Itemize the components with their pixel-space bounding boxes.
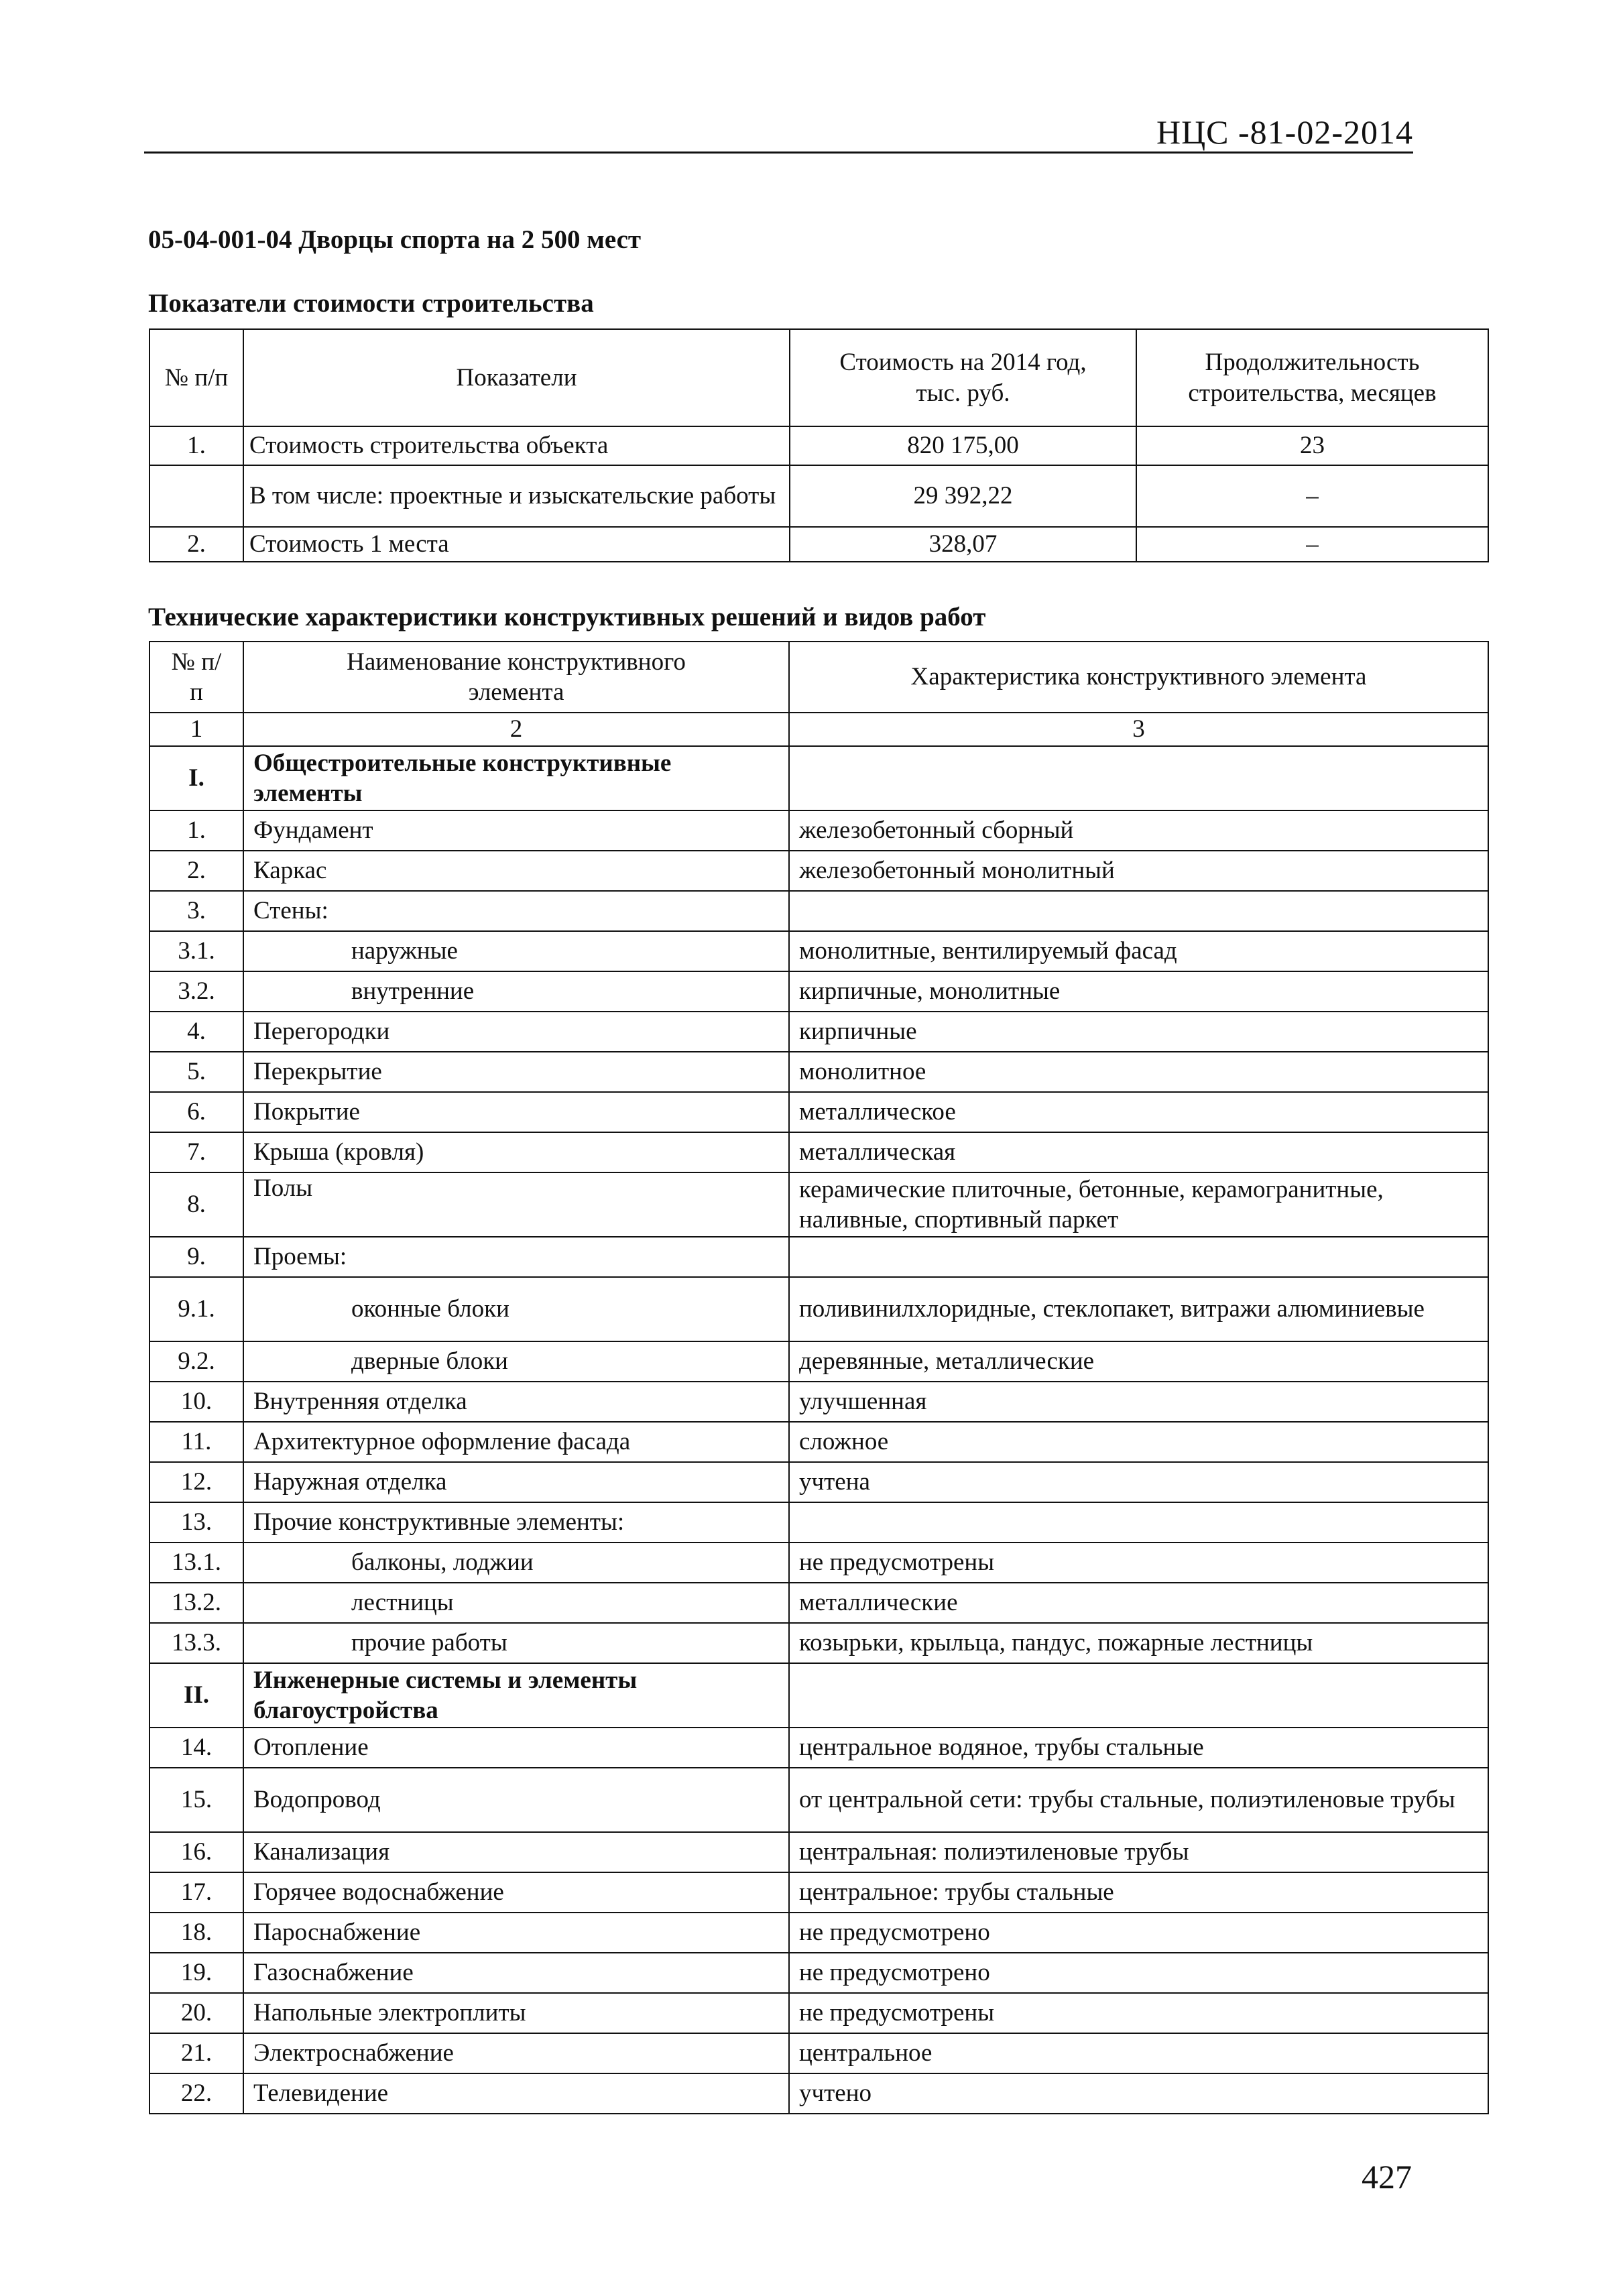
table-row bbox=[149, 1872, 1488, 1913]
tech-table-header bbox=[149, 642, 1488, 713]
row-name: Телевидение bbox=[243, 2073, 789, 2114]
row-num: 3.2. bbox=[149, 971, 243, 1012]
table-row bbox=[149, 426, 1488, 465]
row-name: балконы, лоджии bbox=[243, 1543, 789, 1583]
row-value: центральная: полиэтиленовые трубы bbox=[789, 1832, 1488, 1872]
section-row bbox=[149, 746, 1488, 810]
row-name: Стоимость 1 места bbox=[243, 527, 790, 562]
row-num: 13.3. bbox=[149, 1623, 243, 1663]
row-value: 29 392,22 bbox=[790, 465, 1136, 527]
row-name: наружные bbox=[243, 931, 789, 971]
row-name: Горячее водоснабжение bbox=[243, 1872, 789, 1913]
table-row bbox=[149, 1462, 1488, 1502]
col-header-characteristic: Характеристика конструктивного элемента bbox=[789, 642, 1488, 713]
col-header-num: № п/п bbox=[149, 642, 243, 713]
row-num: 7. bbox=[149, 1132, 243, 1172]
table-row bbox=[149, 931, 1488, 971]
col-number: 1 bbox=[149, 713, 243, 746]
row-name: Полы bbox=[243, 1172, 789, 1237]
row-name: оконные блоки bbox=[243, 1277, 789, 1341]
table-row bbox=[149, 1502, 1488, 1543]
row-num: 19. bbox=[149, 1953, 243, 1993]
header-divider bbox=[144, 152, 1413, 154]
cost-section-heading: Показатели стоимости строительства bbox=[148, 289, 594, 318]
row-value bbox=[789, 1663, 1488, 1728]
row-value: не предусмотрены bbox=[789, 1993, 1488, 2033]
row-value: 820 175,00 bbox=[790, 426, 1136, 465]
document-title: 05-04-001-04 Дворцы спорта на 2 500 мест bbox=[148, 225, 642, 254]
row-value: от центральной сети: трубы стальные, полиэтиленовые трубы bbox=[789, 1768, 1488, 1832]
row-num: 22. bbox=[149, 2073, 243, 2114]
table-row bbox=[149, 1172, 1488, 1237]
row-name: Стены: bbox=[243, 891, 789, 931]
row-name: Общестроительные конструктивные элементы bbox=[243, 746, 789, 810]
row-num: 17. bbox=[149, 1872, 243, 1913]
row-name: Каркас bbox=[243, 851, 789, 891]
row-name: Канализация bbox=[243, 1832, 789, 1872]
section-row bbox=[149, 1663, 1488, 1728]
row-name: внутренние bbox=[243, 971, 789, 1012]
row-name: Архитектурное оформление фасада bbox=[243, 1422, 789, 1462]
row-value: деревянные, металлические bbox=[789, 1341, 1488, 1382]
row-value: кирпичные, монолитные bbox=[789, 971, 1488, 1012]
row-value: металлические bbox=[789, 1583, 1488, 1623]
table-row bbox=[149, 1092, 1488, 1132]
table-row bbox=[149, 1277, 1488, 1341]
col-header-cost: Стоимость на 2014 год, тыс. руб. bbox=[790, 329, 1136, 426]
table-row bbox=[149, 851, 1488, 891]
table-row bbox=[149, 1583, 1488, 1623]
row-name: Проемы: bbox=[243, 1237, 789, 1277]
row-name: Стоимость строительства объекта bbox=[243, 426, 790, 465]
row-value: железобетонный монолитный bbox=[789, 851, 1488, 891]
row-num: 3. bbox=[149, 891, 243, 931]
row-name: Электроснабжение bbox=[243, 2033, 789, 2073]
row-value: металлическое bbox=[789, 1092, 1488, 1132]
row-num: 9. bbox=[149, 1237, 243, 1277]
row-value: монолитное bbox=[789, 1052, 1488, 1092]
row-value: не предусмотрены bbox=[789, 1543, 1488, 1583]
row-value: учтено bbox=[789, 2073, 1488, 2114]
table-row bbox=[149, 810, 1488, 851]
table-row bbox=[149, 1132, 1488, 1172]
row-value: поливинилхлоридные, стеклопакет, витражи алюминиевые bbox=[789, 1277, 1488, 1341]
row-value: улучшенная bbox=[789, 1382, 1488, 1422]
table-row bbox=[149, 1913, 1488, 1953]
row-num: II. bbox=[149, 1663, 243, 1728]
table-row bbox=[149, 1012, 1488, 1052]
table-row bbox=[149, 1341, 1488, 1382]
row-num: 1. bbox=[149, 810, 243, 851]
row-num: 2. bbox=[149, 527, 243, 562]
row-num: 13. bbox=[149, 1502, 243, 1543]
row-num: 21. bbox=[149, 2033, 243, 2073]
row-value: железобетонный сборный bbox=[789, 810, 1488, 851]
row-duration: – bbox=[1136, 527, 1488, 562]
row-name: дверные блоки bbox=[243, 1341, 789, 1382]
table-row bbox=[149, 2033, 1488, 2073]
row-num: 10. bbox=[149, 1382, 243, 1422]
row-num: 9.2. bbox=[149, 1341, 243, 1382]
row-name: Наружная отделка bbox=[243, 1462, 789, 1502]
row-value: 328,07 bbox=[790, 527, 1136, 562]
row-num: 12. bbox=[149, 1462, 243, 1502]
row-num: 16. bbox=[149, 1832, 243, 1872]
row-name: Перегородки bbox=[243, 1012, 789, 1052]
row-value: металлическая bbox=[789, 1132, 1488, 1172]
table-row bbox=[149, 1543, 1488, 1583]
row-value: монолитные, вентилируемый фасад bbox=[789, 931, 1488, 971]
table-row bbox=[149, 527, 1488, 562]
row-value: сложное bbox=[789, 1422, 1488, 1462]
row-name: прочие работы bbox=[243, 1623, 789, 1663]
cost-table bbox=[149, 328, 1489, 562]
row-duration: 23 bbox=[1136, 426, 1488, 465]
row-name: В том числе: проектные и изыскательские работы bbox=[243, 465, 790, 527]
row-name: Покрытие bbox=[243, 1092, 789, 1132]
row-name: Инженерные системы и элементы благоустройства bbox=[243, 1663, 789, 1728]
col-header-element: Наименование конструктивного элемента bbox=[243, 642, 789, 713]
row-name: Отопление bbox=[243, 1728, 789, 1768]
row-value: керамические плиточные, бетонные, керамогранитные, наливные, спортивный паркет bbox=[789, 1172, 1488, 1237]
table-row bbox=[149, 1993, 1488, 2033]
row-value: учтена bbox=[789, 1462, 1488, 1502]
cost-table-header bbox=[149, 329, 1488, 426]
table-row bbox=[149, 1623, 1488, 1663]
row-num: 15. bbox=[149, 1768, 243, 1832]
row-value: центральное bbox=[789, 2033, 1488, 2073]
tech-section-heading: Технические характеристики конструктивных решений и видов работ bbox=[148, 603, 986, 631]
row-value bbox=[789, 1502, 1488, 1543]
table-row bbox=[149, 1953, 1488, 1993]
col-number: 2 bbox=[243, 713, 789, 746]
table-row bbox=[149, 1382, 1488, 1422]
table-row bbox=[149, 1052, 1488, 1092]
row-name: Крыша (кровля) bbox=[243, 1132, 789, 1172]
document-code: НЦС -81-02-2014 bbox=[1156, 113, 1413, 151]
row-name: лестницы bbox=[243, 1583, 789, 1623]
table-row bbox=[149, 1832, 1488, 1872]
col-header-num: № п/п bbox=[149, 329, 243, 426]
row-num: 2. bbox=[149, 851, 243, 891]
row-value: не предусмотрено bbox=[789, 1913, 1488, 1953]
table-row bbox=[149, 1728, 1488, 1768]
column-numbers-row bbox=[149, 713, 1488, 746]
col-number: 3 bbox=[789, 713, 1488, 746]
row-name: Прочие конструктивные элементы: bbox=[243, 1502, 789, 1543]
row-num: 3.1. bbox=[149, 931, 243, 971]
page-number: 427 bbox=[1362, 2158, 1412, 2195]
row-num: 20. bbox=[149, 1993, 243, 2033]
row-num: I. bbox=[149, 746, 243, 810]
row-value: центральное водяное, трубы стальные bbox=[789, 1728, 1488, 1768]
row-name: Газоснабжение bbox=[243, 1953, 789, 1993]
table-row bbox=[149, 465, 1488, 527]
row-name: Напольные электроплиты bbox=[243, 1993, 789, 2033]
table-row bbox=[149, 891, 1488, 931]
row-value: кирпичные bbox=[789, 1012, 1488, 1052]
col-header-duration: Продолжительность строительства, месяцев bbox=[1136, 329, 1488, 426]
table-row bbox=[149, 1237, 1488, 1277]
table-row bbox=[149, 1768, 1488, 1832]
row-num: 1. bbox=[149, 426, 243, 465]
row-value: козырьки, крыльца, пандус, пожарные лестницы bbox=[789, 1623, 1488, 1663]
row-value bbox=[789, 891, 1488, 931]
table-row bbox=[149, 971, 1488, 1012]
row-value bbox=[789, 746, 1488, 810]
row-num: 8. bbox=[149, 1172, 243, 1237]
row-num bbox=[149, 465, 243, 527]
row-duration: – bbox=[1136, 465, 1488, 527]
row-name: Внутренняя отделка bbox=[243, 1382, 789, 1422]
row-num: 5. bbox=[149, 1052, 243, 1092]
row-num: 13.2. bbox=[149, 1583, 243, 1623]
col-header-indicator: Показатели bbox=[243, 329, 790, 426]
row-value bbox=[789, 1237, 1488, 1277]
row-name: Водопровод bbox=[243, 1768, 789, 1832]
row-num: 6. bbox=[149, 1092, 243, 1132]
row-name: Перекрытие bbox=[243, 1052, 789, 1092]
table-row bbox=[149, 2073, 1488, 2114]
row-num: 18. bbox=[149, 1913, 243, 1953]
tech-table bbox=[149, 641, 1489, 2114]
row-num: 13.1. bbox=[149, 1543, 243, 1583]
row-name: Пароснабжение bbox=[243, 1913, 789, 1953]
row-num: 11. bbox=[149, 1422, 243, 1462]
row-name: Фундамент bbox=[243, 810, 789, 851]
row-num: 14. bbox=[149, 1728, 243, 1768]
row-value: центральное: трубы стальные bbox=[789, 1872, 1488, 1913]
row-value: не предусмотрено bbox=[789, 1953, 1488, 1993]
row-num: 9.1. bbox=[149, 1277, 243, 1341]
table-row bbox=[149, 1422, 1488, 1462]
row-num: 4. bbox=[149, 1012, 243, 1052]
